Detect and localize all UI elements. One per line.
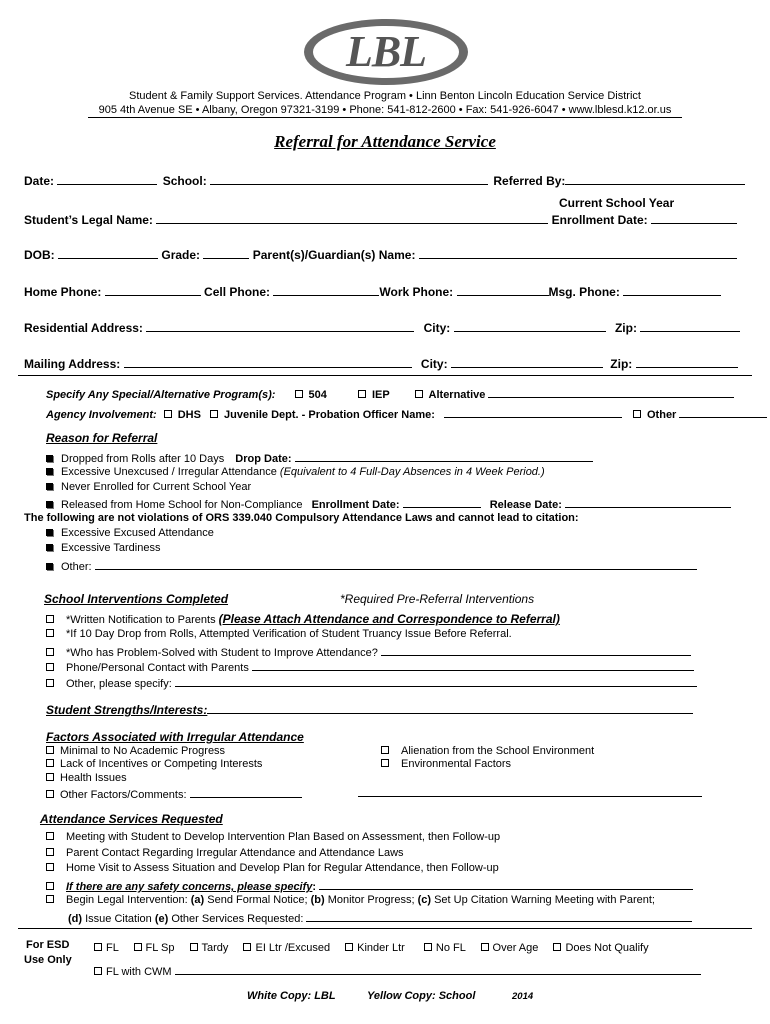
page-title: Referral for Attendance Service xyxy=(274,132,496,151)
services-heading: Attendance Services Requested xyxy=(40,812,223,826)
intervention-item-1-label: *Written Notification to Parents xyxy=(66,614,216,626)
date-field[interactable] xyxy=(57,173,157,185)
dhs-label: DHS xyxy=(177,409,201,421)
service-item-2-label: Parent Contact Regarding Irregular Attendance and Attendance Laws xyxy=(66,847,404,859)
legal-a: (a) xyxy=(190,894,205,906)
reason-checkbox-1[interactable] xyxy=(46,455,53,462)
factor-comments-field[interactable] xyxy=(190,786,302,798)
problem-solved-field[interactable] xyxy=(381,644,691,656)
legal-c: (c) xyxy=(417,894,432,906)
reason-checkbox-3[interactable] xyxy=(46,483,53,490)
reason-item-2-label: Excessive Unexcused / Irregular Attendance xyxy=(61,466,277,478)
intervention-checkbox-2[interactable] xyxy=(46,629,54,637)
alternative-field[interactable] xyxy=(488,386,734,398)
mailing-address-label: Mailing Address: xyxy=(24,357,121,371)
parents-label: Parent(s)/Guardian(s) Name: xyxy=(252,248,416,262)
city-label: City: xyxy=(423,321,451,335)
service-checkbox-3[interactable] xyxy=(46,863,54,871)
residential-address-field[interactable] xyxy=(146,320,414,332)
agency-row xyxy=(46,406,767,421)
reason-item-5-label: Excessive Excused Attendance xyxy=(61,527,214,539)
service-item-4: If there are any safety concerns, please specify: xyxy=(46,878,693,893)
esd-label-2: Use Only xyxy=(24,954,72,966)
interventions-heading: School Interventions Completed xyxy=(44,592,229,606)
grade-label: Grade: xyxy=(161,248,201,262)
legal-b-text: Monitor Progress; xyxy=(324,894,418,906)
home-phone-field[interactable] xyxy=(105,284,201,296)
residential-zip-field[interactable] xyxy=(640,320,740,332)
esd-label-1: For ESD xyxy=(26,939,70,951)
legal-b: (b) xyxy=(310,894,325,906)
enrollment-date-field[interactable] xyxy=(651,212,737,224)
drop-date-field[interactable] xyxy=(295,450,593,462)
service-checkbox-4[interactable] xyxy=(46,882,54,890)
esd-checkbox-over-age[interactable] xyxy=(481,943,489,951)
service-item-1 xyxy=(46,831,500,843)
intervention-item-4-label: Phone/Personal Contact with Parents xyxy=(66,662,249,674)
esd-kinder-label: Kinder Ltr xyxy=(357,942,405,954)
dob-label: DOB: xyxy=(24,248,55,262)
checkbox-alternative[interactable] xyxy=(415,390,423,398)
service-item-5-label: Begin Legal Intervention: xyxy=(66,894,191,906)
msg-phone-field[interactable] xyxy=(623,284,721,296)
home-phone-label: Home Phone: xyxy=(24,285,102,299)
other-services-field[interactable] xyxy=(306,910,692,922)
zip-label: Zip: xyxy=(614,321,637,335)
intervention-item-3-label: *Who has Problem-Solved with Student to Improve Attendance? xyxy=(66,647,378,659)
factor-checkbox-5[interactable] xyxy=(381,746,389,754)
dob-field[interactable] xyxy=(58,247,158,259)
legal-e-text: Other Services Requested: xyxy=(168,913,304,925)
date-row xyxy=(24,173,745,188)
intervention-item-4 xyxy=(46,659,694,674)
factor-item-3-label: Health Issues xyxy=(60,772,127,784)
drop-date-label: Drop Date: xyxy=(235,453,292,465)
esd-checkbox-fl-sp[interactable] xyxy=(134,943,142,951)
opt-iep-label: IEP xyxy=(371,389,390,401)
factor-item-3 xyxy=(46,772,127,784)
enrollment-date-label-2: Enrollment Date: xyxy=(311,499,400,511)
intervention-item-3 xyxy=(46,644,691,659)
agency-other-label: Other xyxy=(647,409,677,421)
section-rule-2 xyxy=(18,928,752,929)
agency-other-field[interactable] xyxy=(679,406,767,418)
referred-by-field[interactable] xyxy=(565,173,745,185)
agency-label: Agency Involvement: xyxy=(46,409,157,421)
factor-checkbox-4[interactable] xyxy=(46,790,54,798)
footer-year: 2014 xyxy=(512,991,534,1002)
factor-item-6-label: Environmental Factors xyxy=(401,758,512,770)
esd-checkbox-fl-cwm[interactable] xyxy=(94,967,102,975)
reason-enrollment-date-field[interactable] xyxy=(403,496,481,508)
reason-item-5 xyxy=(46,527,214,539)
date-label: Date: xyxy=(24,174,55,188)
esd-checkbox-not-qualify[interactable] xyxy=(553,943,561,951)
mailing-address-field[interactable] xyxy=(124,356,412,368)
header-rule xyxy=(88,117,682,118)
esd-checkbox-tardy[interactable] xyxy=(190,943,198,951)
factor-item-1-label: Minimal to No Academic Progress xyxy=(60,745,226,757)
intervention-item-5 xyxy=(46,675,697,690)
factor-item-5-label: Alienation from the School Environment xyxy=(401,745,595,757)
mailing-zip-field[interactable] xyxy=(636,356,738,368)
reason-checkbox-7[interactable] xyxy=(46,563,53,570)
esd-not-qualify-label: Does Not Qualify xyxy=(565,942,649,954)
work-phone-field[interactable] xyxy=(457,284,549,296)
intervention-item-1-note: (Please Attach Attendance and Correspondence to Referral) xyxy=(218,612,560,626)
legal-e: (e) xyxy=(154,913,169,925)
esd-checkbox-ei[interactable] xyxy=(243,943,251,951)
header-line-1: Student & Family Support Services. Attendance Program • Linn Benton Lincoln Education Service District xyxy=(129,90,641,102)
mailing-row xyxy=(24,356,738,371)
factor-checkbox-1[interactable] xyxy=(46,746,54,754)
strengths-field[interactable] xyxy=(207,702,693,714)
esd-row-2 xyxy=(94,963,701,978)
factor-item-2-label: Lack of Incentives or Competing Interests xyxy=(60,758,263,770)
esd-cwm-field[interactable] xyxy=(175,963,701,975)
phone-contact-field[interactable] xyxy=(252,659,694,671)
service-item-3-label: Home Visit to Assess Situation and Develop Plan for Regular Attendance, then Follow-up xyxy=(66,862,499,874)
residential-city-field[interactable] xyxy=(454,320,606,332)
footer-white-copy: White Copy: LBL xyxy=(247,990,336,1002)
programs-row xyxy=(46,386,734,401)
legal-a-text: Send Formal Notice; xyxy=(204,894,311,906)
strengths-row xyxy=(46,701,693,719)
residential-row xyxy=(24,320,740,335)
reason-other-field[interactable] xyxy=(95,558,697,570)
current-school-year-label: Current School Year xyxy=(559,196,675,210)
release-date-label: Release Date: xyxy=(489,499,562,511)
ors-notice: The following are not violations of ORS 339.040 Compulsory Attendance Laws and cannot lead to citation: xyxy=(24,512,579,524)
factor-item-4 xyxy=(46,786,302,801)
legal-name-row xyxy=(24,212,737,227)
service-item-4-label: If there are any safety concerns, please specify xyxy=(66,881,313,893)
service-item-5 xyxy=(46,894,655,906)
section-rule-1 xyxy=(18,375,752,376)
lbl-logo xyxy=(303,18,469,86)
reason-item-4-label: Released from Home School for Non-Compliance xyxy=(61,499,303,511)
work-phone-label: Work Phone: xyxy=(379,285,454,299)
intervention-checkbox-5[interactable] xyxy=(46,679,54,687)
checkbox-iep[interactable] xyxy=(358,390,366,398)
factor-item-5 xyxy=(381,745,594,757)
factor-item-6 xyxy=(381,758,511,770)
juvenile-label: Juvenile Dept. - Probation Officer Name: xyxy=(224,409,435,421)
msg-phone-label: Msg. Phone: xyxy=(548,285,620,299)
service-item-6 xyxy=(68,910,692,925)
legal-d-text: Issue Citation xyxy=(82,913,155,925)
factor-checkbox-2[interactable] xyxy=(46,759,54,767)
checkbox-504[interactable] xyxy=(295,390,303,398)
zip-label: Zip: xyxy=(610,357,633,371)
reason-checkbox-5[interactable] xyxy=(46,529,53,536)
reason-item-3 xyxy=(46,481,251,493)
reason-item-3-label: Never Enrolled for Current School Year xyxy=(61,481,252,493)
reason-checkbox-4[interactable] xyxy=(46,501,53,508)
reason-item-6-label: Excessive Tardiness xyxy=(61,542,161,554)
lbl-logo-text: LBL xyxy=(345,27,427,76)
service-checkbox-2[interactable] xyxy=(46,848,54,856)
checkbox-dhs[interactable] xyxy=(164,410,172,418)
factors-heading: Factors Associated with Irregular Attendance xyxy=(46,730,304,744)
service-item-2 xyxy=(46,847,404,859)
dob-row xyxy=(24,247,737,262)
intervention-item-5-label: Other, please specify: xyxy=(66,678,172,690)
checkbox-agency-other[interactable] xyxy=(633,410,641,418)
reason-item-7 xyxy=(46,558,697,573)
intervention-checkbox-4[interactable] xyxy=(46,663,54,671)
programs-label: Specify Any Special/Alternative Program(s): xyxy=(46,389,276,401)
safety-concerns-field[interactable] xyxy=(319,878,693,890)
esd-fl-sp-label: FL Sp xyxy=(145,942,175,954)
probation-officer-field[interactable] xyxy=(444,406,622,418)
service-item-3 xyxy=(46,862,499,874)
reason-item-7-label: Other: xyxy=(61,561,92,573)
intervention-item-1 xyxy=(46,612,560,626)
residential-address-label: Residential Address: xyxy=(24,321,143,335)
referred-by-label: Referred By: xyxy=(493,174,566,188)
strengths-label: Student Strengths/Interests: xyxy=(46,703,208,717)
header-line-2: 905 4th Avenue SE • Albany, Oregon 97321-3199 • Phone: 541-812-2600 • Fax: 541-926-6047 • www.lblesd.k12.or.us xyxy=(98,104,672,116)
parents-field[interactable] xyxy=(419,247,737,259)
factor-item-1 xyxy=(46,745,225,757)
esd-checkbox-kinder[interactable] xyxy=(345,943,353,951)
factor-comments-field-2[interactable] xyxy=(358,785,702,797)
required-note: *Required Pre-Referral Interventions xyxy=(340,592,535,606)
reason-checkbox-6[interactable] xyxy=(46,544,53,551)
legal-name-field[interactable] xyxy=(156,212,548,224)
reason-item-1 xyxy=(46,450,593,465)
reason-item-2-note: (Equivalent to 4 Full-Day Absences in 4 Week Period.) xyxy=(279,466,545,478)
esd-no-fl-label: No FL xyxy=(435,942,466,954)
esd-fl-label: FL xyxy=(106,942,119,954)
reason-item-4 xyxy=(46,496,731,511)
intervention-item-2 xyxy=(46,628,512,640)
reason-checkbox-2[interactable] xyxy=(46,468,53,475)
school-field[interactable] xyxy=(210,173,488,185)
intervention-checkbox-1[interactable] xyxy=(46,615,54,623)
esd-fl-cwm-label: FL with CWM xyxy=(106,966,172,978)
factor-item-2 xyxy=(46,758,262,770)
reason-heading: Reason for Referral xyxy=(46,431,158,445)
esd-row-1 xyxy=(94,942,649,954)
school-label: School: xyxy=(162,174,207,188)
mailing-city-field[interactable] xyxy=(451,356,603,368)
service-checkbox-5[interactable] xyxy=(46,895,54,903)
factor-item-4-label: Other Factors/Comments: xyxy=(60,789,187,801)
cell-phone-field[interactable] xyxy=(273,284,379,296)
intervention-checkbox-3[interactable] xyxy=(46,648,54,656)
grade-field[interactable] xyxy=(203,247,249,259)
intervention-item-2-label: *If 10 Day Drop from Rolls, Attempted Verification of Student Truancy Issue Before Referral. xyxy=(66,628,512,640)
phone-row xyxy=(24,284,721,299)
city-label: City: xyxy=(420,357,448,371)
cell-phone-label: Cell Phone: xyxy=(204,285,271,299)
factor-checkbox-6[interactable] xyxy=(381,759,389,767)
esd-checkbox-no-fl[interactable] xyxy=(424,943,432,951)
reason-item-6 xyxy=(46,542,160,554)
intervention-other-field[interactable] xyxy=(175,675,697,687)
footer-yellow-copy: Yellow Copy: School xyxy=(367,990,476,1002)
legal-d: (d) xyxy=(68,913,83,925)
opt-alternative-label: Alternative xyxy=(428,389,486,401)
esd-over-age-label: Over Age xyxy=(492,942,539,954)
service-checkbox-1[interactable] xyxy=(46,832,54,840)
legal-c-text: Set Up Citation Warning Meeting with Parent; xyxy=(431,894,655,906)
checkbox-juvenile[interactable] xyxy=(210,410,218,418)
esd-ei-label: EI Ltr /Excused xyxy=(255,942,331,954)
esd-tardy-label: Tardy xyxy=(201,942,229,954)
enrollment-date-label: Enrollment Date: xyxy=(551,213,648,227)
factor-checkbox-3[interactable] xyxy=(46,773,54,781)
esd-checkbox-fl[interactable] xyxy=(94,943,102,951)
release-date-field[interactable] xyxy=(565,496,731,508)
legal-name-label: Student’s Legal Name: xyxy=(24,213,153,227)
service-item-1-label: Meeting with Student to Develop Intervention Plan Based on Assessment, then Follow-up xyxy=(66,831,501,843)
reason-item-2 xyxy=(46,466,545,478)
opt-504-label: 504 xyxy=(308,389,327,401)
reason-item-1-label: Dropped from Rolls after 10 Days xyxy=(61,453,225,465)
